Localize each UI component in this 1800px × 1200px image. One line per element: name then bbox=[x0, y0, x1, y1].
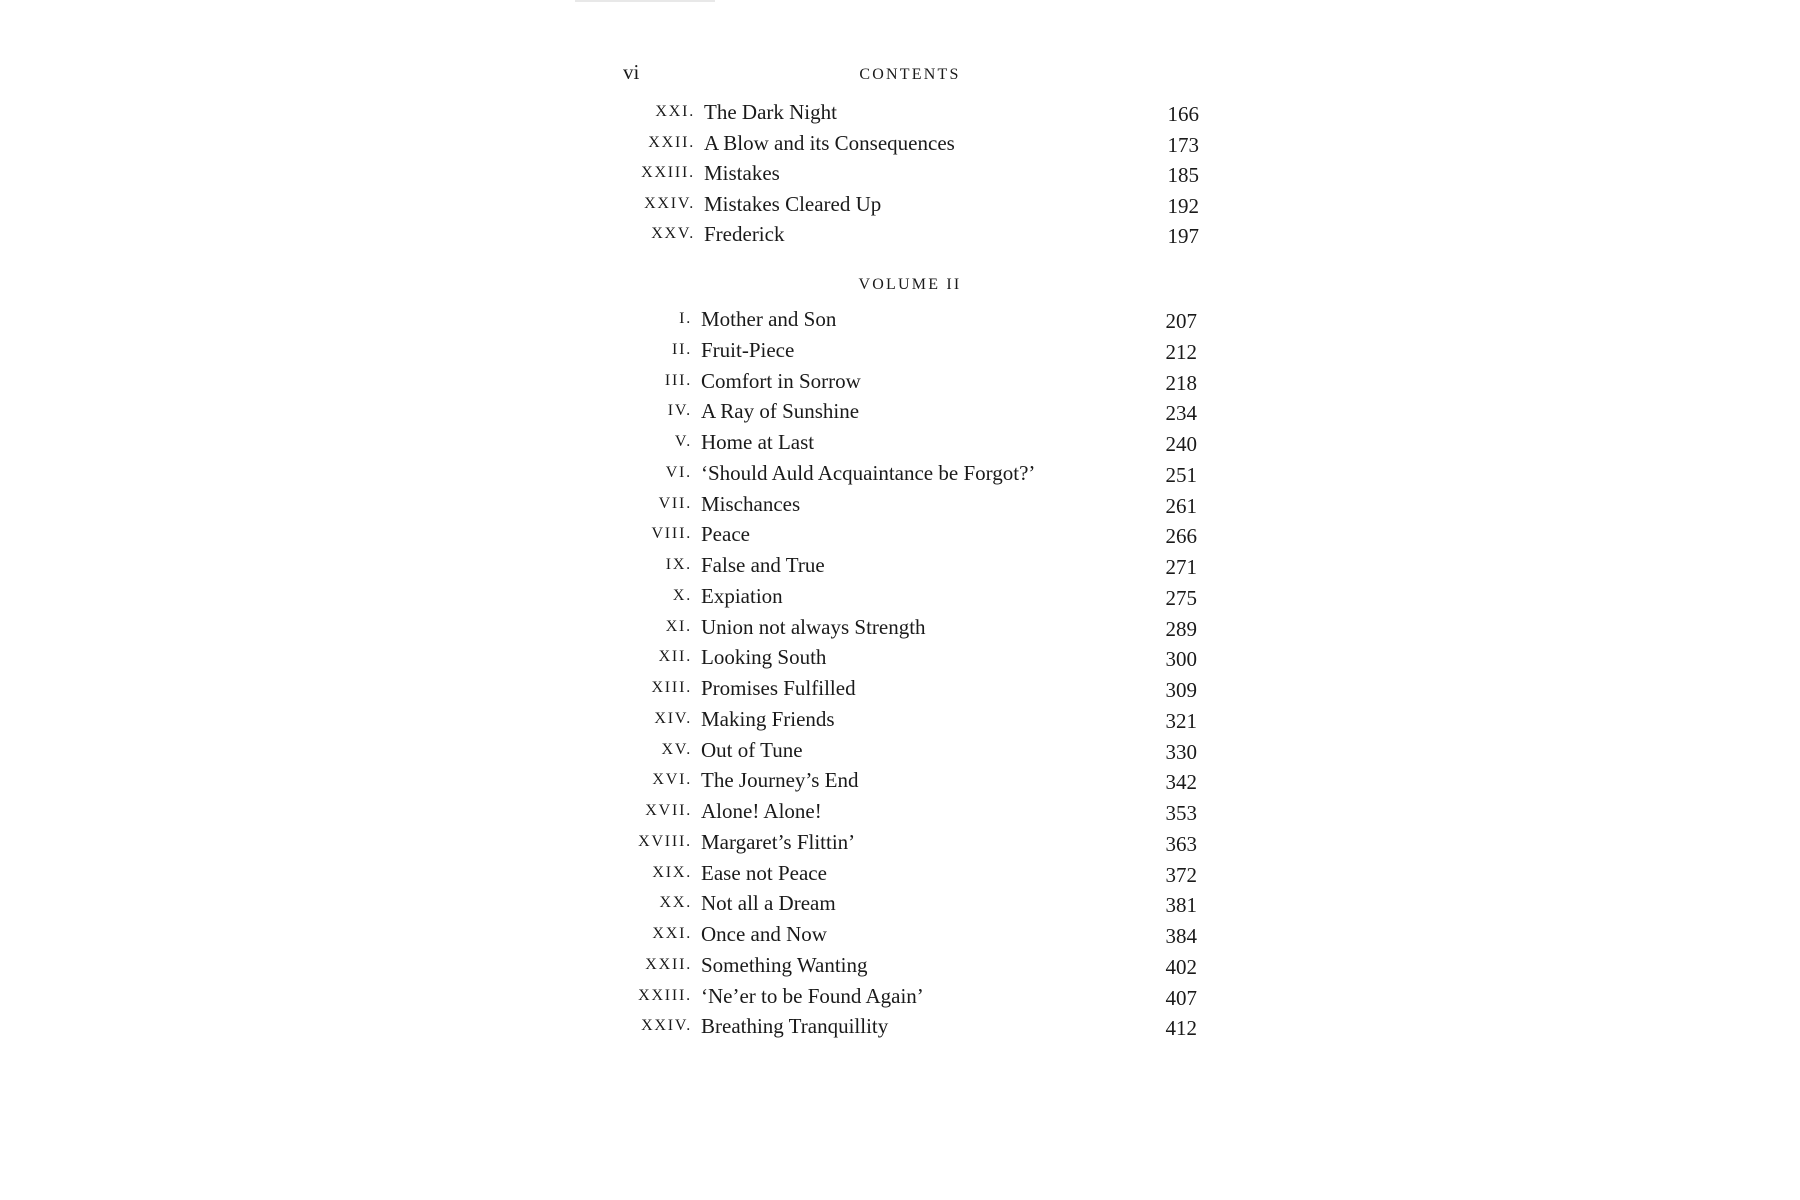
chapter-number: VII. bbox=[658, 494, 692, 512]
chapter-number: IX. bbox=[665, 556, 692, 573]
chapter-number: XXIV. bbox=[641, 1017, 692, 1035]
page-reference: 402 bbox=[1165, 954, 1197, 979]
page-reference: 173 bbox=[1167, 132, 1199, 157]
page-reference: 381 bbox=[1165, 893, 1197, 918]
toc-entry bbox=[0, 888, 1800, 918]
chapter-title: Out of Tune bbox=[701, 737, 803, 762]
toc-entry bbox=[0, 97, 1800, 127]
chapter-title: Mistakes Cleared Up bbox=[704, 191, 882, 216]
chapter-title: The Journey’s End bbox=[701, 768, 859, 793]
toc-entry bbox=[0, 765, 1800, 795]
page-reference: 363 bbox=[1165, 831, 1197, 856]
chapter-title: Mischances bbox=[701, 491, 801, 516]
page-reference: 412 bbox=[1165, 1016, 1197, 1041]
chapter-number: XX. bbox=[659, 894, 692, 912]
toc-entry bbox=[0, 612, 1800, 642]
page-reference: 251 bbox=[1165, 462, 1197, 487]
chapter-number: IV. bbox=[667, 402, 692, 420]
page-reference: 353 bbox=[1165, 801, 1197, 825]
chapter-title: Comfort in Sorrow bbox=[701, 368, 861, 393]
volume-heading: VOLUME II bbox=[858, 276, 962, 293]
chapter-number: XVIII. bbox=[638, 832, 692, 850]
toc-entry bbox=[0, 304, 1800, 334]
chapter-number: XVII. bbox=[645, 802, 692, 819]
chapter-title: Alone! Alone! bbox=[701, 799, 822, 823]
toc-entry bbox=[0, 366, 1800, 396]
chapter-number: XIV. bbox=[654, 709, 692, 727]
page-reference: 384 bbox=[1165, 924, 1197, 948]
chapter-title: Not all a Dream bbox=[701, 891, 836, 916]
chapter-title: Once and Now bbox=[701, 922, 827, 946]
toc-entry bbox=[0, 950, 1800, 980]
chapter-title: Breathing Tranquillity bbox=[701, 1014, 889, 1039]
page-reference: 192 bbox=[1167, 193, 1199, 218]
page-reference: 234 bbox=[1165, 401, 1197, 426]
chapter-title: Home at Last bbox=[701, 430, 815, 454]
toc-entry bbox=[0, 981, 1800, 1011]
page-reference: 407 bbox=[1165, 985, 1197, 1010]
page-reference: 212 bbox=[1165, 339, 1197, 364]
page-reference: 207 bbox=[1165, 309, 1197, 333]
toc-entry bbox=[0, 219, 1800, 249]
chapter-number: XIX. bbox=[652, 863, 692, 881]
toc-entry bbox=[0, 796, 1800, 826]
page-reference: 218 bbox=[1165, 370, 1197, 395]
toc-entry bbox=[0, 458, 1800, 488]
page-reference: 300 bbox=[1165, 647, 1197, 672]
chapter-number: VI. bbox=[665, 463, 692, 481]
chapter-number: XII. bbox=[658, 648, 692, 666]
chapter-number: XXI. bbox=[652, 925, 692, 942]
page-reference: 166 bbox=[1167, 102, 1199, 126]
chapter-number: I. bbox=[679, 310, 692, 327]
chapter-title: Margaret’s Flittin’ bbox=[701, 829, 856, 854]
page-reference: 309 bbox=[1165, 678, 1197, 702]
toc-entry bbox=[0, 704, 1800, 734]
toc-entry bbox=[0, 673, 1800, 703]
chapter-title: Something Wanting bbox=[701, 952, 868, 977]
page-reference: 372 bbox=[1165, 862, 1197, 887]
chapter-title: Union not always Strength bbox=[701, 614, 926, 639]
chapter-number: XXIII. bbox=[638, 986, 692, 1004]
page-reference: 240 bbox=[1165, 432, 1197, 456]
toc-entry bbox=[0, 396, 1800, 426]
page-reference: 197 bbox=[1167, 224, 1199, 248]
chapter-number: XXV. bbox=[651, 225, 695, 242]
chapter-number: X. bbox=[672, 586, 692, 604]
toc-entry bbox=[0, 519, 1800, 549]
chapter-number: XV. bbox=[661, 740, 692, 758]
page-reference: 275 bbox=[1165, 585, 1197, 610]
chapter-title: Mistakes bbox=[704, 161, 780, 185]
chapter-number: VIII. bbox=[651, 525, 692, 543]
chapter-title: Ease not Peace bbox=[701, 860, 827, 885]
chapter-number: II. bbox=[671, 340, 692, 358]
page-reference: 266 bbox=[1165, 524, 1197, 549]
page-reference: 261 bbox=[1165, 493, 1197, 518]
toc-entry bbox=[0, 735, 1800, 765]
chapter-title: The Dark Night bbox=[704, 100, 837, 124]
chapter-title: Expiation bbox=[701, 583, 783, 608]
toc-entry bbox=[0, 858, 1800, 888]
chapter-number: XVI. bbox=[652, 771, 692, 789]
toc-entry bbox=[0, 1011, 1800, 1041]
chapter-number: XXIV. bbox=[644, 194, 695, 212]
toc-entry bbox=[0, 550, 1800, 580]
chapter-title: Fruit-Piece bbox=[701, 337, 795, 362]
running-head: CONTENTS bbox=[859, 66, 961, 83]
chapter-number: XXIII. bbox=[641, 164, 695, 181]
chapter-title: False and True bbox=[701, 553, 825, 577]
toc-entry bbox=[0, 827, 1800, 857]
toc-entry bbox=[0, 642, 1800, 672]
toc-entry bbox=[0, 427, 1800, 457]
page-number: vi bbox=[623, 60, 640, 84]
chapter-number: III. bbox=[664, 371, 692, 389]
chapter-title: Looking South bbox=[701, 645, 827, 670]
chapter-title: Mother and Son bbox=[701, 307, 837, 331]
chapter-title: A Blow and its Consequences bbox=[704, 130, 955, 155]
page-reference: 321 bbox=[1165, 708, 1197, 733]
page-reference: 342 bbox=[1165, 770, 1197, 795]
chapter-title: Making Friends bbox=[701, 706, 835, 731]
toc-entry bbox=[0, 128, 1800, 158]
chapter-title: A Ray of Sunshine bbox=[701, 399, 860, 424]
chapter-title: ‘Should Auld Acquaintance be Forgot?’ bbox=[701, 460, 1036, 485]
chapter-number: V. bbox=[674, 433, 692, 450]
toc-entry bbox=[0, 919, 1800, 949]
chapter-number: XXI. bbox=[655, 103, 695, 120]
toc-entry bbox=[0, 489, 1800, 519]
chapter-number: XIII. bbox=[651, 679, 692, 696]
chapter-title: ‘Ne’er to be Found Again’ bbox=[701, 983, 924, 1008]
page-reference: 289 bbox=[1165, 616, 1197, 641]
chapter-title: Frederick bbox=[704, 222, 785, 246]
page-reference: 330 bbox=[1165, 739, 1197, 764]
toc-entry bbox=[0, 335, 1800, 365]
chapter-title: Peace bbox=[701, 522, 750, 547]
toc-entry bbox=[0, 189, 1800, 219]
page-reference: 185 bbox=[1167, 163, 1199, 187]
toc-entry bbox=[0, 581, 1800, 611]
chapter-number: XXII. bbox=[648, 133, 695, 151]
page-reference: 271 bbox=[1165, 555, 1197, 579]
chapter-number: XI. bbox=[665, 617, 692, 635]
chapter-number: XXII. bbox=[645, 955, 692, 973]
chapter-title: Promises Fulfilled bbox=[701, 676, 856, 700]
scan-artifact bbox=[575, 0, 715, 2]
toc-entry bbox=[0, 158, 1800, 188]
